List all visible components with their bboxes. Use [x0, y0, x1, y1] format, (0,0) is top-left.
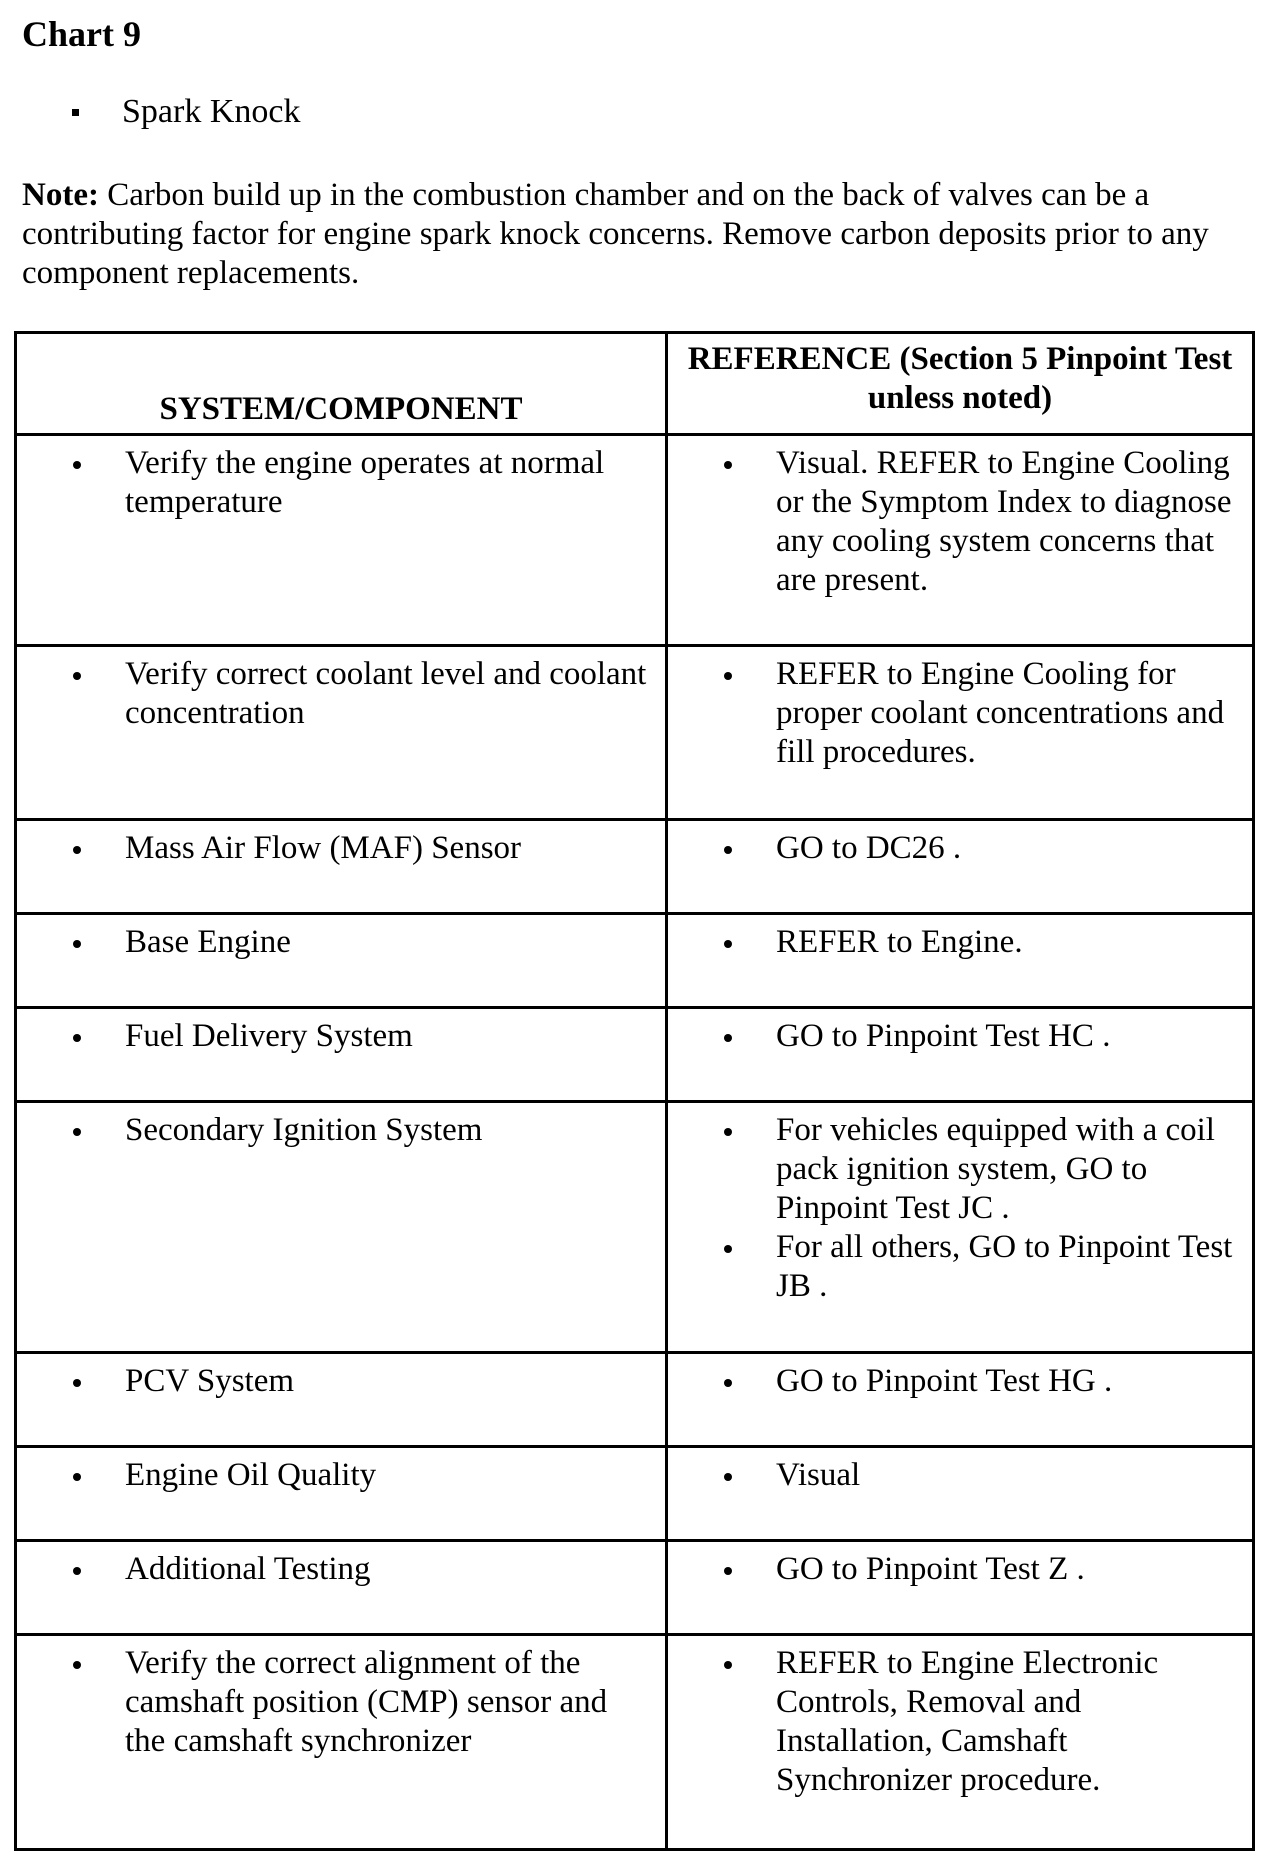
table-row [16, 1008, 1254, 1102]
bullet-dot-icon [73, 1128, 81, 1136]
reference-text: Visual [776, 1457, 861, 1493]
reference-text: Visual. REFER to Engine Cooling or the Symptom Index to diagnose any cooling system concerns that are present. [776, 445, 1232, 598]
bullet-dot-icon [724, 672, 732, 680]
bullet-list [668, 1111, 1252, 1306]
bullet-list [17, 923, 665, 962]
bullet-dot-icon [73, 1473, 81, 1481]
system-component-cell [16, 1447, 667, 1541]
bullet-list [17, 829, 665, 868]
system-component-cell [16, 435, 667, 646]
reference-cell [667, 1353, 1254, 1447]
reference-cell [667, 914, 1254, 1008]
reference-text: GO to Pinpoint Test HG . [776, 1363, 1113, 1399]
bullet-dot-icon [73, 1379, 81, 1387]
bullet-item [17, 1644, 665, 1761]
system-component-cell [16, 1102, 667, 1353]
bullet-item [668, 1362, 1252, 1401]
table-row [16, 914, 1254, 1008]
bullet-dot-icon [724, 461, 732, 469]
bullet-item [668, 1550, 1252, 1589]
bullet-dot-icon [724, 1567, 732, 1575]
reference-cell [667, 1635, 1254, 1850]
reference-text: REFER to Engine Electronic Controls, Removal and Installation, Camshaft Synchronizer procedure. [776, 1645, 1159, 1798]
bullet-item [668, 655, 1252, 772]
bullet-item [17, 829, 665, 868]
system-component-text: Base Engine [125, 924, 291, 960]
table-row [16, 1635, 1254, 1850]
bullet-item [668, 923, 1252, 962]
note-text: Carbon build up in the combustion chamber and on the back of valves can be a contributing factor for engine spark knock concerns. Remove carbon deposits prior to any component replacements. [22, 177, 1209, 291]
topic-item-label: Spark Knock [122, 93, 301, 130]
system-component-cell [16, 914, 667, 1008]
note-label: Note: [22, 177, 99, 213]
bullet-item [17, 1017, 665, 1056]
bullet-dot-icon [73, 940, 81, 948]
bullet-list [17, 1456, 665, 1495]
bullet-dot-icon [73, 1034, 81, 1042]
system-component-text: Fuel Delivery System [125, 1018, 413, 1054]
bullet-list [668, 655, 1252, 772]
bullet-item [668, 1644, 1252, 1800]
bullet-item [668, 829, 1252, 868]
reference-cell [667, 646, 1254, 820]
bullet-list [668, 829, 1252, 868]
system-component-text: Verify the engine operates at normal temperature [125, 445, 605, 520]
system-component-text: Mass Air Flow (MAF) Sensor [125, 830, 522, 866]
square-bullet-icon [72, 109, 79, 116]
topic-list [72, 92, 300, 132]
bullet-item [668, 1111, 1252, 1228]
bullet-dot-icon [73, 1661, 81, 1669]
bullet-item [17, 1456, 665, 1495]
bullet-list [668, 1644, 1252, 1800]
reference-text: For all others, GO to Pinpoint Test JB . [776, 1229, 1233, 1304]
reference-cell [667, 820, 1254, 914]
bullet-list [17, 1362, 665, 1401]
bullet-dot-icon [73, 672, 81, 680]
topic-item [72, 92, 300, 132]
bullet-dot-icon [724, 846, 732, 854]
reference-text: For vehicles equipped with a coil pack ignition system, GO to Pinpoint Test JC . [776, 1112, 1215, 1226]
system-component-cell [16, 820, 667, 914]
system-component-cell [16, 1353, 667, 1447]
table-row [16, 646, 1254, 820]
bullet-dot-icon [724, 940, 732, 948]
bullet-list [17, 1550, 665, 1589]
bullet-list [668, 1456, 1252, 1495]
bullet-list [668, 923, 1252, 962]
bullet-list [668, 1550, 1252, 1589]
reference-text: GO to Pinpoint Test Z . [776, 1551, 1085, 1587]
system-component-cell [16, 1541, 667, 1635]
system-component-text: PCV System [125, 1363, 295, 1399]
system-component-cell [16, 1635, 667, 1850]
bullet-item [17, 655, 665, 733]
bullet-dot-icon [73, 461, 81, 469]
table-row [16, 1353, 1254, 1447]
reference-text: GO to Pinpoint Test HC . [776, 1018, 1111, 1054]
bullet-list [17, 1644, 665, 1761]
bullet-dot-icon [73, 846, 81, 854]
bullet-dot-icon [724, 1473, 732, 1481]
reference-text: REFER to Engine Cooling for proper coolant concentrations and fill procedures. [776, 656, 1225, 770]
reference-header: REFERENCE (Section 5 Pinpoint Test unless noted) [667, 333, 1254, 435]
system-component-text: Secondary Ignition System [125, 1112, 483, 1148]
note-paragraph [22, 176, 1247, 293]
reference-text: GO to DC26 . [776, 830, 962, 866]
bullet-dot-icon [73, 1567, 81, 1575]
chart-title: Chart 9 [22, 14, 141, 54]
table-row [16, 1102, 1254, 1353]
bullet-list [17, 444, 665, 522]
bullet-item [17, 1111, 665, 1150]
reference-cell [667, 435, 1254, 646]
table-row [16, 1541, 1254, 1635]
reference-text: REFER to Engine. [776, 924, 1023, 960]
table-row [16, 435, 1254, 646]
bullet-list [668, 1017, 1252, 1056]
system-component-text: Verify the correct alignment of the camshaft position (CMP) sensor and the camshaft synchronizer [125, 1645, 608, 1759]
bullet-dot-icon [724, 1245, 732, 1253]
table-row [16, 820, 1254, 914]
system-component-text: Additional Testing [125, 1551, 371, 1587]
bullet-item [668, 444, 1252, 600]
bullet-list [17, 1111, 665, 1150]
reference-cell [667, 1102, 1254, 1353]
system-component-header: SYSTEM/COMPONENT [16, 333, 667, 435]
bullet-dot-icon [724, 1661, 732, 1669]
reference-cell [667, 1008, 1254, 1102]
table-row [16, 1447, 1254, 1541]
bullet-dot-icon [724, 1379, 732, 1387]
bullet-list [668, 1362, 1252, 1401]
bullet-item [668, 1456, 1252, 1495]
bullet-item [668, 1017, 1252, 1056]
bullet-dot-icon [724, 1128, 732, 1136]
bullet-item [668, 1228, 1252, 1306]
bullet-list [17, 655, 665, 733]
bullet-item [17, 1550, 665, 1589]
bullet-list [668, 444, 1252, 600]
table-header-row [16, 333, 1254, 435]
system-component-text: Verify correct coolant level and coolant concentration [125, 656, 647, 731]
system-component-cell [16, 646, 667, 820]
bullet-item [17, 444, 665, 522]
bullet-list [17, 1017, 665, 1056]
system-component-text: Engine Oil Quality [125, 1457, 377, 1493]
reference-cell [667, 1447, 1254, 1541]
bullet-item [17, 1362, 665, 1401]
bullet-dot-icon [724, 1034, 732, 1042]
system-component-cell [16, 1008, 667, 1102]
reference-cell [667, 1541, 1254, 1635]
diagnostic-table [14, 331, 1255, 1851]
bullet-item [17, 923, 665, 962]
